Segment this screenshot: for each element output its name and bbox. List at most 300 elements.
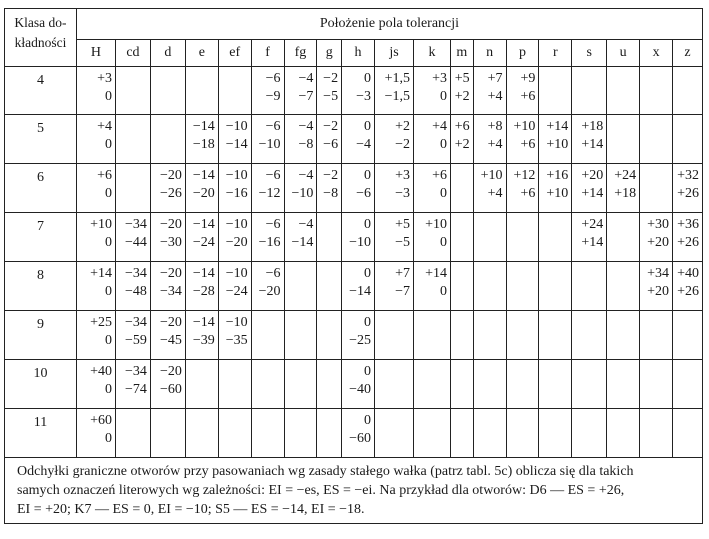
- lower-deviation: [607, 381, 636, 399]
- deviation-cell-d: [150, 115, 185, 164]
- upper-deviation: [252, 314, 281, 332]
- upper-deviation: −14: [192, 266, 215, 281]
- deviation-cell-e: [185, 67, 218, 115]
- deviation-cell-u: [607, 409, 640, 458]
- deviation-cell-u: [607, 67, 640, 115]
- upper-deviation: −6: [265, 266, 281, 281]
- column-header-f: f: [251, 40, 284, 67]
- upper-deviation: +16: [546, 168, 569, 183]
- lower-deviation: [151, 136, 182, 154]
- upper-deviation: −20: [159, 217, 182, 232]
- upper-deviation: [673, 118, 699, 136]
- column-header-p: p: [506, 40, 539, 67]
- upper-deviation: [375, 314, 410, 332]
- lower-deviation: 0: [440, 235, 448, 250]
- deviation-cell-z: [673, 311, 703, 360]
- lower-deviation: [474, 332, 503, 350]
- lower-deviation: [607, 283, 636, 301]
- upper-deviation: [451, 167, 470, 185]
- upper-deviation: [252, 363, 281, 381]
- upper-deviation: [151, 412, 182, 430]
- table-row: [5, 311, 703, 360]
- lower-deviation: −20: [192, 186, 215, 201]
- upper-deviation: [317, 412, 338, 430]
- upper-deviation: [451, 314, 470, 332]
- upper-deviation: [285, 412, 314, 430]
- lower-deviation: +18: [614, 186, 637, 201]
- lower-deviation: −6: [323, 137, 339, 152]
- lower-deviation: +26: [677, 186, 699, 201]
- upper-deviation: [607, 216, 636, 234]
- lower-deviation: +14: [581, 137, 604, 152]
- upper-deviation: +14: [546, 119, 569, 134]
- lower-deviation: [640, 88, 669, 106]
- deviation-cell-js: [374, 311, 413, 360]
- lower-deviation: 0: [440, 284, 448, 299]
- lower-deviation: [116, 88, 147, 106]
- lower-deviation: [607, 234, 636, 252]
- deviation-cell-ef: [218, 311, 251, 360]
- upper-deviation: [252, 412, 281, 430]
- upper-deviation: [317, 314, 338, 332]
- upper-deviation: 0: [363, 217, 371, 232]
- upper-deviation: −6: [265, 168, 281, 183]
- upper-deviation: [317, 265, 338, 283]
- upper-deviation: [451, 363, 470, 381]
- upper-deviation: +10: [425, 217, 448, 232]
- upper-deviation: [572, 412, 603, 430]
- deviation-cell-x: [640, 115, 673, 164]
- lower-deviation: [186, 430, 215, 448]
- deviation-cell-js: [374, 360, 413, 409]
- upper-deviation: [572, 265, 603, 283]
- upper-deviation: +9: [520, 71, 536, 86]
- lower-deviation: [317, 381, 338, 399]
- deviation-cell-cd: [115, 262, 150, 311]
- grade-cell: 5: [5, 115, 77, 164]
- upper-deviation: +5: [395, 217, 411, 232]
- deviation-cell-p: [506, 311, 539, 360]
- lower-deviation: −10: [349, 235, 371, 250]
- upper-deviation: [539, 412, 568, 430]
- deviation-cell-x: [640, 67, 673, 115]
- upper-deviation: +6: [432, 168, 448, 183]
- lower-deviation: [317, 430, 338, 448]
- lower-deviation: [451, 381, 470, 399]
- upper-deviation: [507, 216, 536, 234]
- table-row: [5, 213, 703, 262]
- upper-deviation: [539, 314, 568, 332]
- deviation-cell-d: [150, 360, 185, 409]
- lower-deviation: [507, 332, 536, 350]
- lower-deviation: −12: [258, 186, 281, 201]
- deviation-cell-p: [506, 67, 539, 115]
- column-header-e: e: [185, 40, 218, 67]
- lower-deviation: [414, 430, 447, 448]
- upper-deviation: −10: [225, 119, 248, 134]
- lower-deviation: [451, 430, 470, 448]
- deviation-cell-h: [342, 115, 375, 164]
- deviation-cell-u: [607, 360, 640, 409]
- lower-deviation: [572, 283, 603, 301]
- upper-deviation: 0: [363, 413, 371, 428]
- upper-deviation: +6: [97, 168, 112, 183]
- deviation-cell-p: [506, 409, 539, 458]
- lower-deviation: 0: [104, 235, 112, 250]
- deviation-cell-h: [342, 311, 375, 360]
- deviation-cell-fg: [284, 409, 317, 458]
- deviation-cell-H: [76, 311, 115, 360]
- deviation-cell-z: [673, 409, 703, 458]
- deviation-cell-g: [317, 164, 342, 213]
- upper-deviation: [474, 363, 503, 381]
- tolerance-table-body: [5, 67, 703, 458]
- lower-deviation: [116, 430, 147, 448]
- lower-deviation: −6: [356, 186, 371, 201]
- deviation-cell-H: [76, 262, 115, 311]
- upper-deviation: [607, 412, 636, 430]
- upper-deviation: −34: [125, 364, 147, 379]
- deviation-cell-x: [640, 164, 673, 213]
- deviation-cell-z: [673, 164, 703, 213]
- deviation-cell-s: [572, 67, 607, 115]
- deviation-cell-fg: [284, 67, 317, 115]
- upper-deviation: −34: [125, 315, 147, 330]
- upper-deviation: +7: [395, 266, 411, 281]
- lower-deviation: −39: [192, 333, 215, 348]
- grade-cell: 11: [5, 409, 77, 458]
- lower-deviation: +6: [520, 186, 536, 201]
- deviation-cell-f: [251, 115, 284, 164]
- lower-deviation: [285, 332, 314, 350]
- deviation-cell-ef: [218, 213, 251, 262]
- upper-deviation: +12: [513, 168, 536, 183]
- deviation-cell-H: [76, 409, 115, 458]
- lower-deviation: +14: [581, 186, 604, 201]
- lower-deviation: −14: [291, 235, 314, 250]
- deviation-cell-n: [473, 115, 506, 164]
- lower-deviation: −59: [125, 333, 147, 348]
- lower-deviation: [607, 332, 636, 350]
- lower-deviation: +26: [677, 284, 699, 299]
- upper-deviation: +3: [395, 168, 411, 183]
- lower-deviation: −7: [395, 284, 411, 299]
- deviation-cell-m: [451, 164, 474, 213]
- upper-deviation: [451, 412, 470, 430]
- lower-deviation: [474, 430, 503, 448]
- grade-cell: 4: [5, 67, 77, 115]
- deviation-cell-e: [185, 262, 218, 311]
- lower-deviation: 0: [104, 284, 112, 299]
- deviation-cell-r: [539, 213, 572, 262]
- upper-deviation: [219, 70, 248, 88]
- lower-deviation: [414, 381, 447, 399]
- upper-deviation: [151, 70, 182, 88]
- deviation-cell-ef: [218, 67, 251, 115]
- upper-deviation: −4: [298, 168, 314, 183]
- table-row: [5, 360, 703, 409]
- lower-deviation: [607, 88, 636, 106]
- deviation-cell-g: [317, 213, 342, 262]
- upper-deviation: +30: [647, 217, 670, 232]
- upper-deviation: −34: [125, 217, 147, 232]
- lower-deviation: −25: [349, 333, 371, 348]
- deviation-cell-H: [76, 360, 115, 409]
- deviation-cell-h: [342, 409, 375, 458]
- deviation-cell-H: [76, 164, 115, 213]
- upper-deviation: [673, 70, 699, 88]
- deviation-cell-r: [539, 409, 572, 458]
- deviation-cell-fg: [284, 360, 317, 409]
- deviation-cell-r: [539, 164, 572, 213]
- deviation-cell-r: [539, 360, 572, 409]
- upper-deviation: [539, 363, 568, 381]
- deviation-cell-js: [374, 409, 413, 458]
- upper-deviation: +18: [581, 119, 604, 134]
- column-header-h: h: [342, 40, 375, 67]
- lower-deviation: −10: [291, 186, 314, 201]
- lower-deviation: −16: [258, 235, 281, 250]
- deviation-cell-k: [414, 213, 451, 262]
- upper-deviation: 0: [363, 266, 371, 281]
- deviation-cell-g: [317, 67, 342, 115]
- upper-deviation: [539, 70, 568, 88]
- deviation-cell-n: [473, 409, 506, 458]
- lower-deviation: +26: [677, 235, 699, 250]
- upper-deviation: −14: [192, 315, 215, 330]
- deviation-cell-s: [572, 262, 607, 311]
- upper-deviation: +40: [90, 364, 112, 379]
- upper-deviation: [572, 363, 603, 381]
- lower-deviation: −5: [323, 89, 339, 104]
- column-header-u: u: [607, 40, 640, 67]
- deviation-cell-f: [251, 262, 284, 311]
- upper-deviation: [474, 265, 503, 283]
- upper-deviation: [572, 314, 603, 332]
- lower-deviation: −18: [192, 137, 215, 152]
- lower-deviation: −9: [265, 89, 281, 104]
- table-row: [5, 164, 703, 213]
- lower-deviation: −20: [225, 235, 248, 250]
- upper-deviation: −20: [159, 266, 182, 281]
- footnote-line2: samych oznaczeń literowych wg zależności: EI = −es, ES = −ei. Na przykład dla otworów: D6 — ES = +26,: [17, 483, 625, 498]
- tolerance-table-wrapper: [4, 8, 703, 524]
- deviation-cell-f: [251, 164, 284, 213]
- upper-deviation: [186, 70, 215, 88]
- upper-deviation: +4: [432, 119, 448, 134]
- lower-deviation: [640, 430, 669, 448]
- deviation-cell-m: [451, 262, 474, 311]
- deviation-cell-n: [473, 164, 506, 213]
- deviation-cell-f: [251, 311, 284, 360]
- lower-deviation: −60: [349, 431, 371, 446]
- lower-deviation: [673, 136, 699, 154]
- column-header-ef: ef: [218, 40, 251, 67]
- lower-deviation: [640, 185, 669, 203]
- lower-deviation: [640, 332, 669, 350]
- lower-deviation: −14: [349, 284, 371, 299]
- deviation-cell-e: [185, 213, 218, 262]
- upper-deviation: [607, 314, 636, 332]
- deviation-cell-z: [673, 213, 703, 262]
- deviation-cell-e: [185, 360, 218, 409]
- deviation-cell-p: [506, 115, 539, 164]
- deviation-cell-p: [506, 164, 539, 213]
- upper-deviation: +2: [395, 119, 411, 134]
- lower-deviation: [539, 283, 568, 301]
- upper-deviation: +10: [513, 119, 536, 134]
- deviation-cell-z: [673, 115, 703, 164]
- upper-deviation: [640, 363, 669, 381]
- lower-deviation: 0: [440, 186, 448, 201]
- upper-deviation: +1,5: [384, 71, 411, 86]
- lower-deviation: −16: [225, 186, 248, 201]
- upper-deviation: −2: [323, 168, 339, 183]
- deviation-cell-r: [539, 67, 572, 115]
- table-row: [5, 67, 703, 115]
- lower-deviation: −3: [395, 186, 411, 201]
- upper-deviation: 0: [363, 168, 371, 183]
- lower-deviation: [375, 381, 410, 399]
- deviation-cell-g: [317, 262, 342, 311]
- lower-deviation: 0: [104, 333, 112, 348]
- deviation-cell-d: [150, 409, 185, 458]
- lower-deviation: −24: [225, 284, 248, 299]
- deviation-cell-p: [506, 360, 539, 409]
- upper-deviation: +3: [432, 71, 448, 86]
- lower-deviation: [252, 381, 281, 399]
- deviation-cell-r: [539, 262, 572, 311]
- table-row: [5, 409, 703, 458]
- lower-deviation: [285, 283, 314, 301]
- deviation-cell-cd: [115, 67, 150, 115]
- upper-deviation: [375, 412, 410, 430]
- deviation-cell-k: [414, 164, 451, 213]
- lower-deviation: [507, 430, 536, 448]
- upper-deviation: [640, 118, 669, 136]
- deviation-cell-s: [572, 311, 607, 360]
- lower-deviation: [317, 234, 338, 252]
- lower-deviation: −8: [323, 186, 339, 201]
- grade-column-header: [5, 9, 77, 67]
- upper-deviation: [451, 216, 470, 234]
- deviation-cell-z: [673, 262, 703, 311]
- lower-deviation: −20: [258, 284, 281, 299]
- upper-deviation: 0: [363, 364, 371, 379]
- lower-deviation: −40: [349, 382, 371, 397]
- lower-deviation: −8: [298, 137, 314, 152]
- upper-deviation: +8: [487, 119, 503, 134]
- deviation-cell-fg: [284, 164, 317, 213]
- lower-deviation: +20: [647, 284, 670, 299]
- column-letters-row: [5, 40, 703, 67]
- lower-deviation: [572, 88, 603, 106]
- deviation-cell-x: [640, 409, 673, 458]
- lower-deviation: 0: [104, 137, 112, 152]
- lower-deviation: −48: [125, 284, 147, 299]
- upper-deviation: −10: [225, 168, 248, 183]
- deviation-cell-m: [451, 409, 474, 458]
- deviation-cell-ef: [218, 164, 251, 213]
- upper-deviation: [414, 412, 447, 430]
- deviation-cell-n: [473, 67, 506, 115]
- lower-deviation: −35: [225, 333, 248, 348]
- grade-cell: 10: [5, 360, 77, 409]
- upper-deviation: [414, 363, 447, 381]
- deviation-cell-cd: [115, 164, 150, 213]
- lower-deviation: [151, 430, 182, 448]
- lower-deviation: [474, 283, 503, 301]
- grade-cell: 6: [5, 164, 77, 213]
- upper-deviation: −2: [323, 119, 339, 134]
- deviation-cell-k: [414, 262, 451, 311]
- deviation-cell-m: [451, 213, 474, 262]
- upper-deviation: +4: [97, 119, 112, 134]
- upper-deviation: +20: [581, 168, 604, 183]
- deviation-cell-d: [150, 262, 185, 311]
- upper-deviation: −14: [192, 168, 215, 183]
- deviation-cell-ef: [218, 409, 251, 458]
- deviation-cell-k: [414, 67, 451, 115]
- deviation-cell-h: [342, 360, 375, 409]
- upper-deviation: [116, 70, 147, 88]
- upper-deviation: −14: [192, 119, 215, 134]
- lower-deviation: [317, 283, 338, 301]
- deviation-cell-r: [539, 311, 572, 360]
- lower-deviation: −2: [395, 137, 411, 152]
- upper-deviation: +32: [677, 168, 699, 183]
- column-header-g: g: [317, 40, 342, 67]
- column-header-k: k: [414, 40, 451, 67]
- lower-deviation: [252, 430, 281, 448]
- upper-deviation: [539, 216, 568, 234]
- deviation-cell-u: [607, 213, 640, 262]
- deviation-cell-d: [150, 164, 185, 213]
- deviation-cell-ef: [218, 360, 251, 409]
- upper-deviation: −14: [192, 217, 215, 232]
- lower-deviation: −30: [159, 235, 182, 250]
- deviation-cell-p: [506, 262, 539, 311]
- deviation-cell-s: [572, 115, 607, 164]
- lower-deviation: [285, 381, 314, 399]
- lower-deviation: [539, 234, 568, 252]
- upper-deviation: +6: [454, 119, 470, 134]
- upper-deviation: [673, 363, 699, 381]
- lower-deviation: [507, 283, 536, 301]
- deviation-cell-n: [473, 262, 506, 311]
- lower-deviation: −10: [258, 137, 281, 152]
- lower-deviation: 0: [104, 89, 112, 104]
- deviation-cell-x: [640, 360, 673, 409]
- lower-deviation: −1,5: [384, 89, 411, 104]
- upper-deviation: [451, 265, 470, 283]
- lower-deviation: [507, 381, 536, 399]
- upper-deviation: [285, 363, 314, 381]
- deviation-cell-cd: [115, 213, 150, 262]
- lower-deviation: [607, 430, 636, 448]
- deviation-cell-m: [451, 67, 474, 115]
- upper-deviation: −10: [225, 217, 248, 232]
- deviation-cell-m: [451, 115, 474, 164]
- lower-deviation: +14: [581, 235, 604, 250]
- upper-deviation: +25: [90, 315, 112, 330]
- deviation-cell-m: [451, 311, 474, 360]
- footnote-line1: Odchyłki graniczne otworów przy pasowaniach wg zasady stałego wałka (patrz tabl. 5c) oblicza się dla takich: [17, 464, 634, 479]
- lower-deviation: −28: [192, 284, 215, 299]
- lower-deviation: [451, 283, 470, 301]
- upper-deviation: [116, 167, 147, 185]
- upper-deviation: [219, 412, 248, 430]
